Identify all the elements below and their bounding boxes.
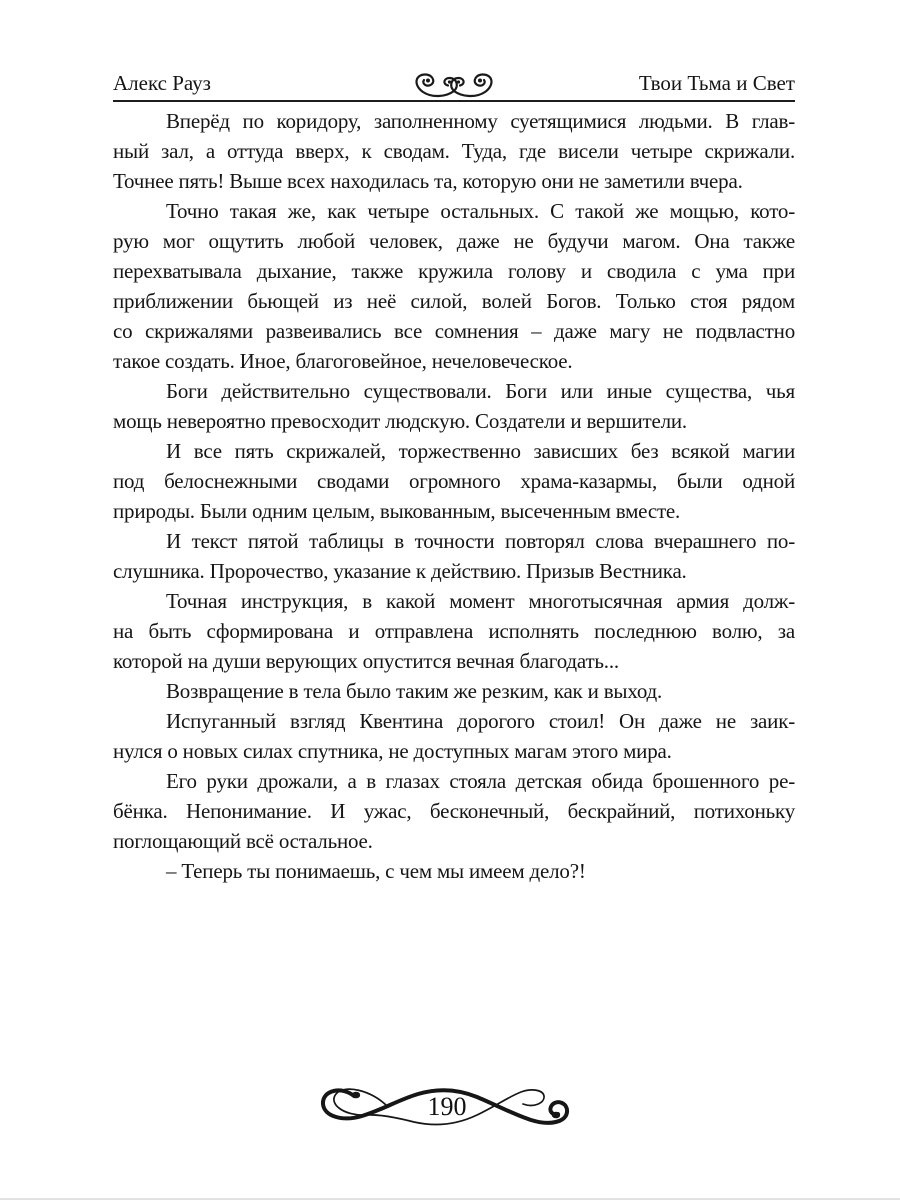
text-line: природы. Были одним целым, выкованным, высеченным вместе. [113,499,681,523]
text-line: – Теперь ты понимаешь, с чем мы имеем дело?! [166,859,586,883]
paragraph [113,106,795,196]
text-line: бёнка. Непонимание. И ужас, бесконечный, бескрайний, потихоньку [113,799,795,823]
text-line: Точно такая же, как четыре остальных. С такой же мощью, кото- [166,199,795,223]
text-line: такое создать. Иное, благоговейное, нечеловеческое. [113,349,573,373]
text-line: на быть сформирована и отправлена исполнять последнюю волю, за [113,619,795,643]
text-line: перехватывала дыхание, также кружила голову и сводила с ума при [113,259,795,283]
text-line: слушника. Пророчество, указание к действию. Призыв Вестника. [113,559,687,583]
text-line: нулся о новых силах спутника, не доступных магам этого мира. [113,739,672,763]
paragraph [113,586,795,676]
text-line: приближении бьющей из неё силой, волей Богов. Только стоя рядом [113,289,795,313]
text-line: И все пять скрижалей, торжественно зависших без всякой магии [166,439,795,463]
paragraph [113,706,795,766]
paragraph [113,676,795,706]
page-header [113,66,795,102]
text-line: Вперёд по коридору, заполненному суетящимися людьми. В глав- [166,109,795,133]
paragraph [113,856,795,886]
text-line: Возвращение в тела было таким же резким, как и выход. [166,679,663,703]
author-name: Алекс Рауз [113,71,211,95]
text-line: Точная инструкция, в какой момент многотысячная армия долж- [166,589,795,613]
page-number: 190 [427,1092,467,1121]
text-line: Испуганный взгляд Квентина дорогого стоил! Он даже не заик- [166,709,795,733]
book-title: Твои Тьма и Свет [638,71,795,95]
paragraph [113,196,795,376]
paragraph [113,526,795,586]
text-line: Точнее пять! Выше всех находилась та, которую они не заметили вчера. [113,169,743,193]
paragraph [113,436,795,526]
text-line: поглощающий всё остальное. [113,829,373,853]
text-line: ный зал, а оттуда вверх, к сводам. Туда, где висели четыре скрижали. [113,139,795,163]
text-line: Его руки дрожали, а в глазах стояла детская обида брошенного ре- [166,769,795,793]
footer-flourish-icon [310,1082,590,1146]
text-line: со скрижалями развеивались все сомнения – даже магу не подвластно [113,319,795,343]
text-line: рую мог ощутить любой человек, даже не будучи магом. Она также [113,229,795,253]
paragraph [113,766,795,856]
text-line: И текст пятой таблицы в точности повторял слова вчерашнего по- [166,529,795,553]
text-line: под белоснежными сводами огромного храма-казармы, были одной [113,469,795,493]
text-block [113,106,795,886]
text-line: которой на души верующих опустится вечная благодать... [113,649,619,673]
scroll-flourish-icon [388,69,520,99]
paragraph [113,376,795,436]
text-line: Боги действительно существовали. Боги или иные существа, чья [166,379,795,403]
text-line: мощь невероятно превосходит людскую. Создатели и вершители. [113,409,687,433]
